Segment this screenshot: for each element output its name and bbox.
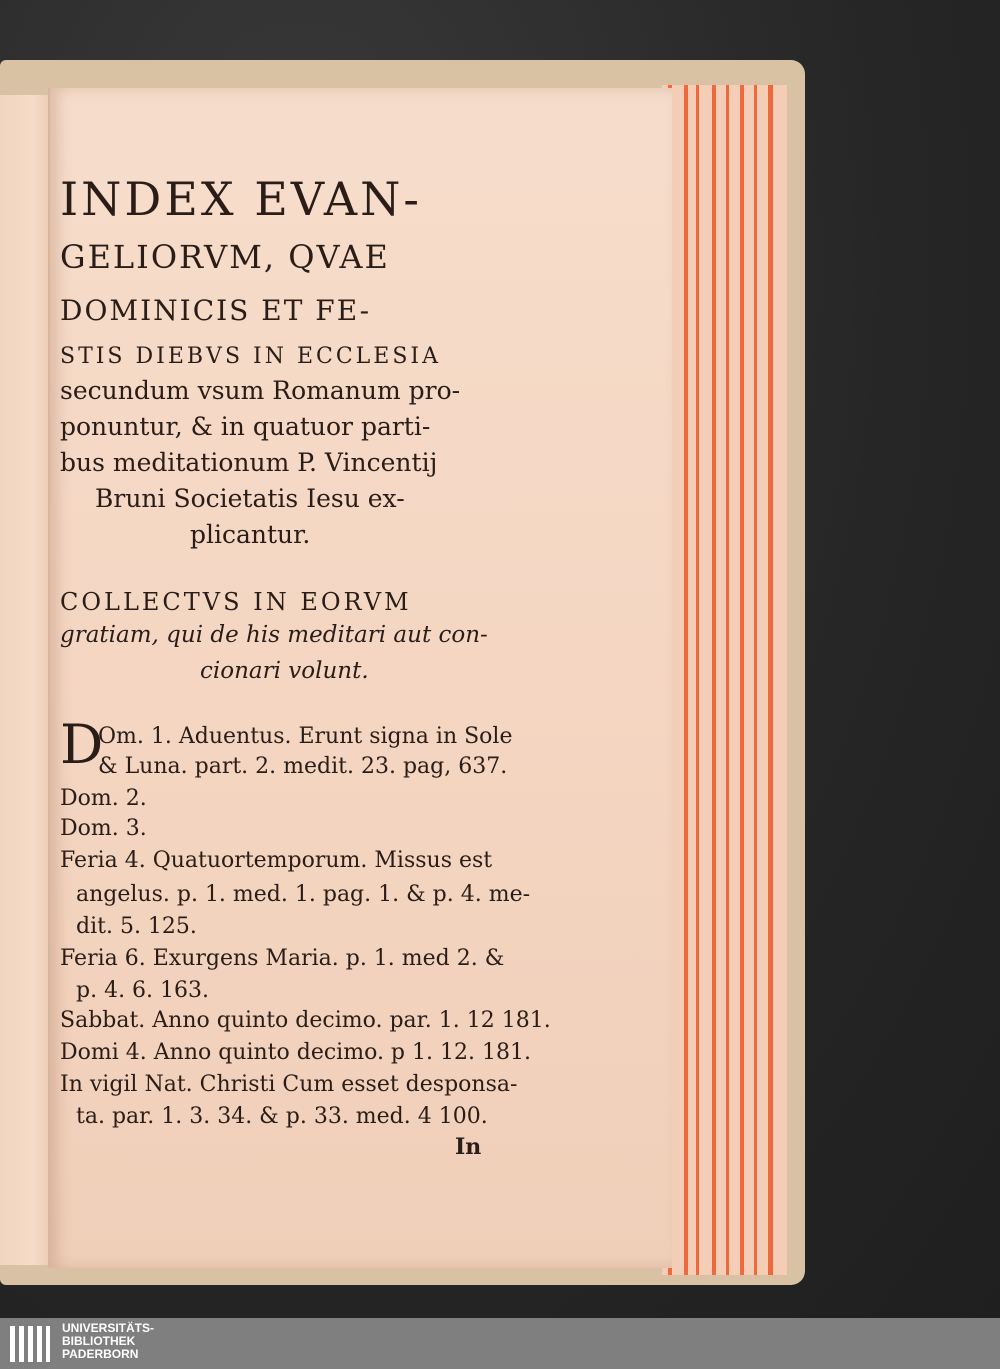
entry-line: In vigil Nat. Christi Cum esset desponsa- (60, 1072, 518, 1097)
title-line-8: Bruni Societatis Iesu ex- (95, 484, 405, 513)
catchword: In (455, 1134, 482, 1160)
title-line-4: STIS DIEBVS IN ECCLESIA (60, 344, 441, 369)
entry-line: Dom. 2. (60, 786, 147, 811)
title-line-3: DOMINICIS ET FE- (60, 294, 372, 327)
title-line-2: GELIORVM, QVAE (60, 238, 390, 276)
collectus-line-1: COLLECTVS IN EORVM (60, 588, 412, 616)
entry-line: Domi 4. Anno quinto decimo. p 1. 12. 181. (60, 1040, 531, 1065)
library-logo-icon (8, 1322, 52, 1366)
title-line-6: ponuntur, & in quatuor parti- (60, 412, 431, 441)
entry-line: Feria 6. Exurgens Maria. p. 1. med 2. & (60, 946, 505, 971)
entry-line: ta. par. 1. 3. 34. & p. 33. med. 4 100. (76, 1104, 488, 1129)
entry-line: p. 4. 6. 163. (76, 978, 210, 1003)
entry-line: & Luna. part. 2. medit. 23. pag, 637. (98, 754, 508, 779)
library-name (62, 1322, 154, 1361)
collectus-line-2: gratiam, qui de his meditari aut con- (60, 622, 488, 648)
page-fore-edge (662, 85, 787, 1275)
entry-line: angelus. p. 1. med. 1. pag. 1. & p. 4. me- (76, 882, 531, 907)
entry-line: Feria 4. Quatuortemporum. Missus est (60, 848, 493, 873)
drop-cap-initial: D (60, 713, 104, 776)
library-name-line: PADERBORN (62, 1347, 139, 1361)
title-line-9: plicantur. (190, 520, 311, 549)
library-name-line: UNIVERSITÄTS- (62, 1321, 155, 1335)
entry-line: dit. 5. 125. (76, 914, 197, 939)
title-line-1: INDEX EVAN- (60, 172, 422, 226)
entry-line: Om. 1. Aduentus. Erunt signa in Sole (98, 724, 513, 749)
title-line-5: secundum vsum Romanum pro- (60, 376, 461, 405)
library-name-line: BIBLIOTHEK (62, 1334, 136, 1348)
collectus-line-3: cionari volunt. (200, 658, 369, 684)
title-line-7: bus meditationum P. Vincentij (60, 448, 438, 477)
entry-line: Dom. 3. (60, 816, 147, 841)
entry-line: Sabbat. Anno quinto decimo. par. 1. 12 181. (60, 1008, 551, 1033)
